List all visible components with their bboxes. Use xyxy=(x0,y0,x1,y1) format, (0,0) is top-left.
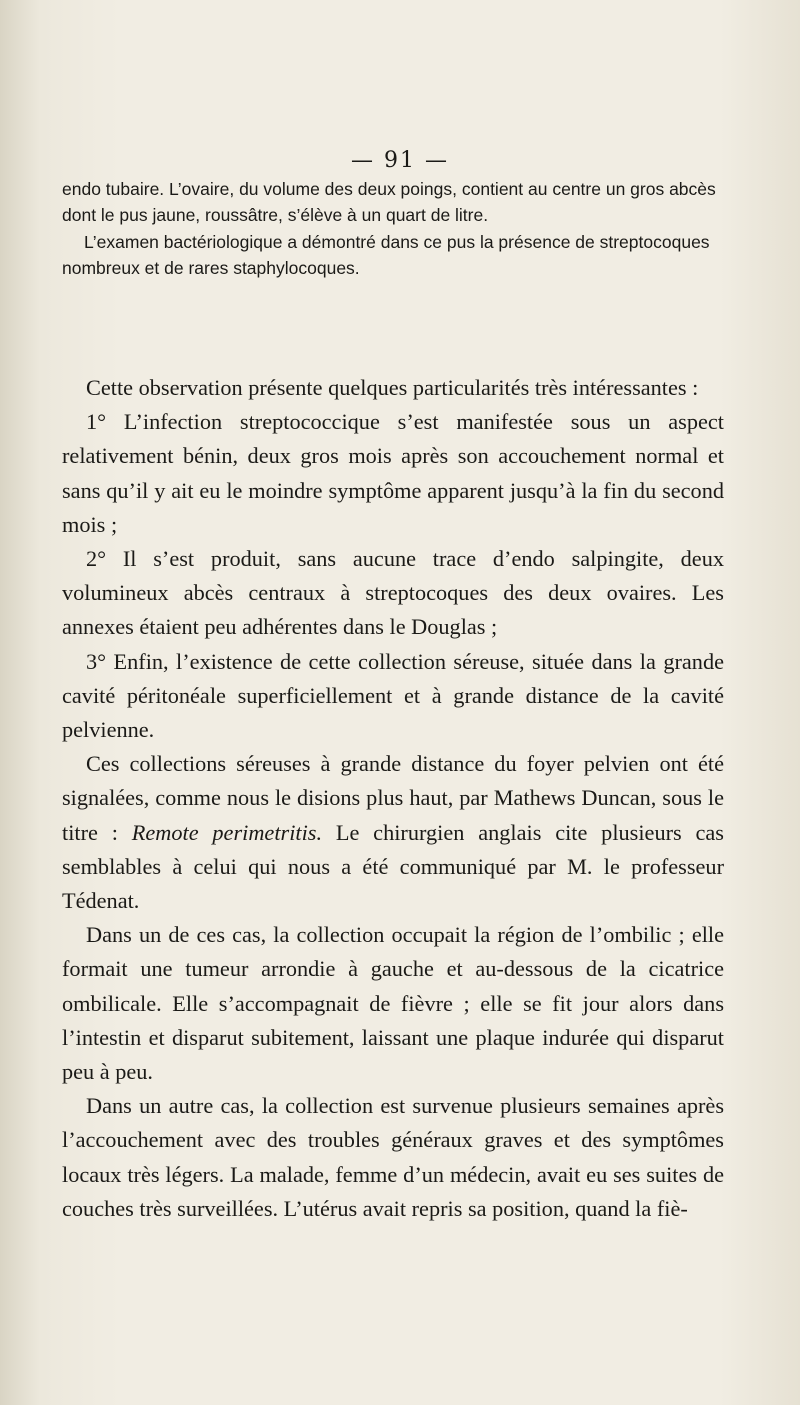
small-print-section xyxy=(62,176,722,282)
paragraph-remote-perimetritis xyxy=(62,747,724,918)
paragraph-bacteriology: L’examen bactériologique a démontré dans ce pus la présence de streptocoques nombreux et de rares staphylocoques. xyxy=(62,231,710,279)
paragraph-point-2: 2° Il s’est produit, sans aucune trace d’endo salpingite, deux volumineux abcès centraux à streptocoques des deux ovaires. Les annexes étaient peu adhérentes dans le Douglas ; xyxy=(62,546,724,640)
paragraph-ovary-description: endo tubaire. L’ovaire, du volume des deux poings, contient au centre un gros abcès dont le pus jaune, roussâtre, s’élève à un quart de litre. xyxy=(62,179,716,226)
page-number: — 91 — xyxy=(351,148,449,173)
text-after-title: Le chirurgien anglais cite plusieurs cas semblables à celui qui nous a été communiqué par M. le professeur Tédenat. xyxy=(62,819,724,914)
main-text-section xyxy=(62,371,724,1226)
text-before-title: Ces collections séreuses à grande distance du foyer pelvien ont été signalées, comme nous le disions plus haut, par Mathews Duncan, sous le titre : xyxy=(62,751,724,845)
paragraph-intro: Cette observation présente quelques particularités très intéressantes : xyxy=(86,375,699,400)
paragraph-point-1: 1° L’infection streptococcique s’est manifestée sous un aspect relativement bénin, deux gros mois après son accouchement normal et sans qu’il y ait eu le moindre symptôme apparent jusqu’à la fin du second mois ; xyxy=(62,409,724,537)
italic-title: Remote perimetritis. xyxy=(131,819,323,845)
paragraph-point-3: 3° Enfin, l’existence de cette collection séreuse, située dans la grande cavité péritonéale superficiellement et à grande distance de la cavité pelvienne. xyxy=(62,648,724,743)
paragraph-ombilic-case: Dans un de ces cas, la collection occupait la région de l’ombilic ; elle formait une tumeur arrondie à gauche et au-dessous de la cicatrice ombilicale. Elle s’accompagnait de fièvre ; elle se fit jour alors dans l’intestin et disparut subitement, laissant une plaque indurée qui disparut peu à peu. xyxy=(62,922,724,1085)
paragraph-other-case: Dans un autre cas, la collection est survenue plusieurs semaines après l’accouchement avec des troubles généraux graves et des symptômes locaux très légers. La malade, femme d’un médecin, avait eu ses suites de couches très surveillées. L’utérus avait repris sa position, quand la fiè- xyxy=(62,1093,724,1221)
